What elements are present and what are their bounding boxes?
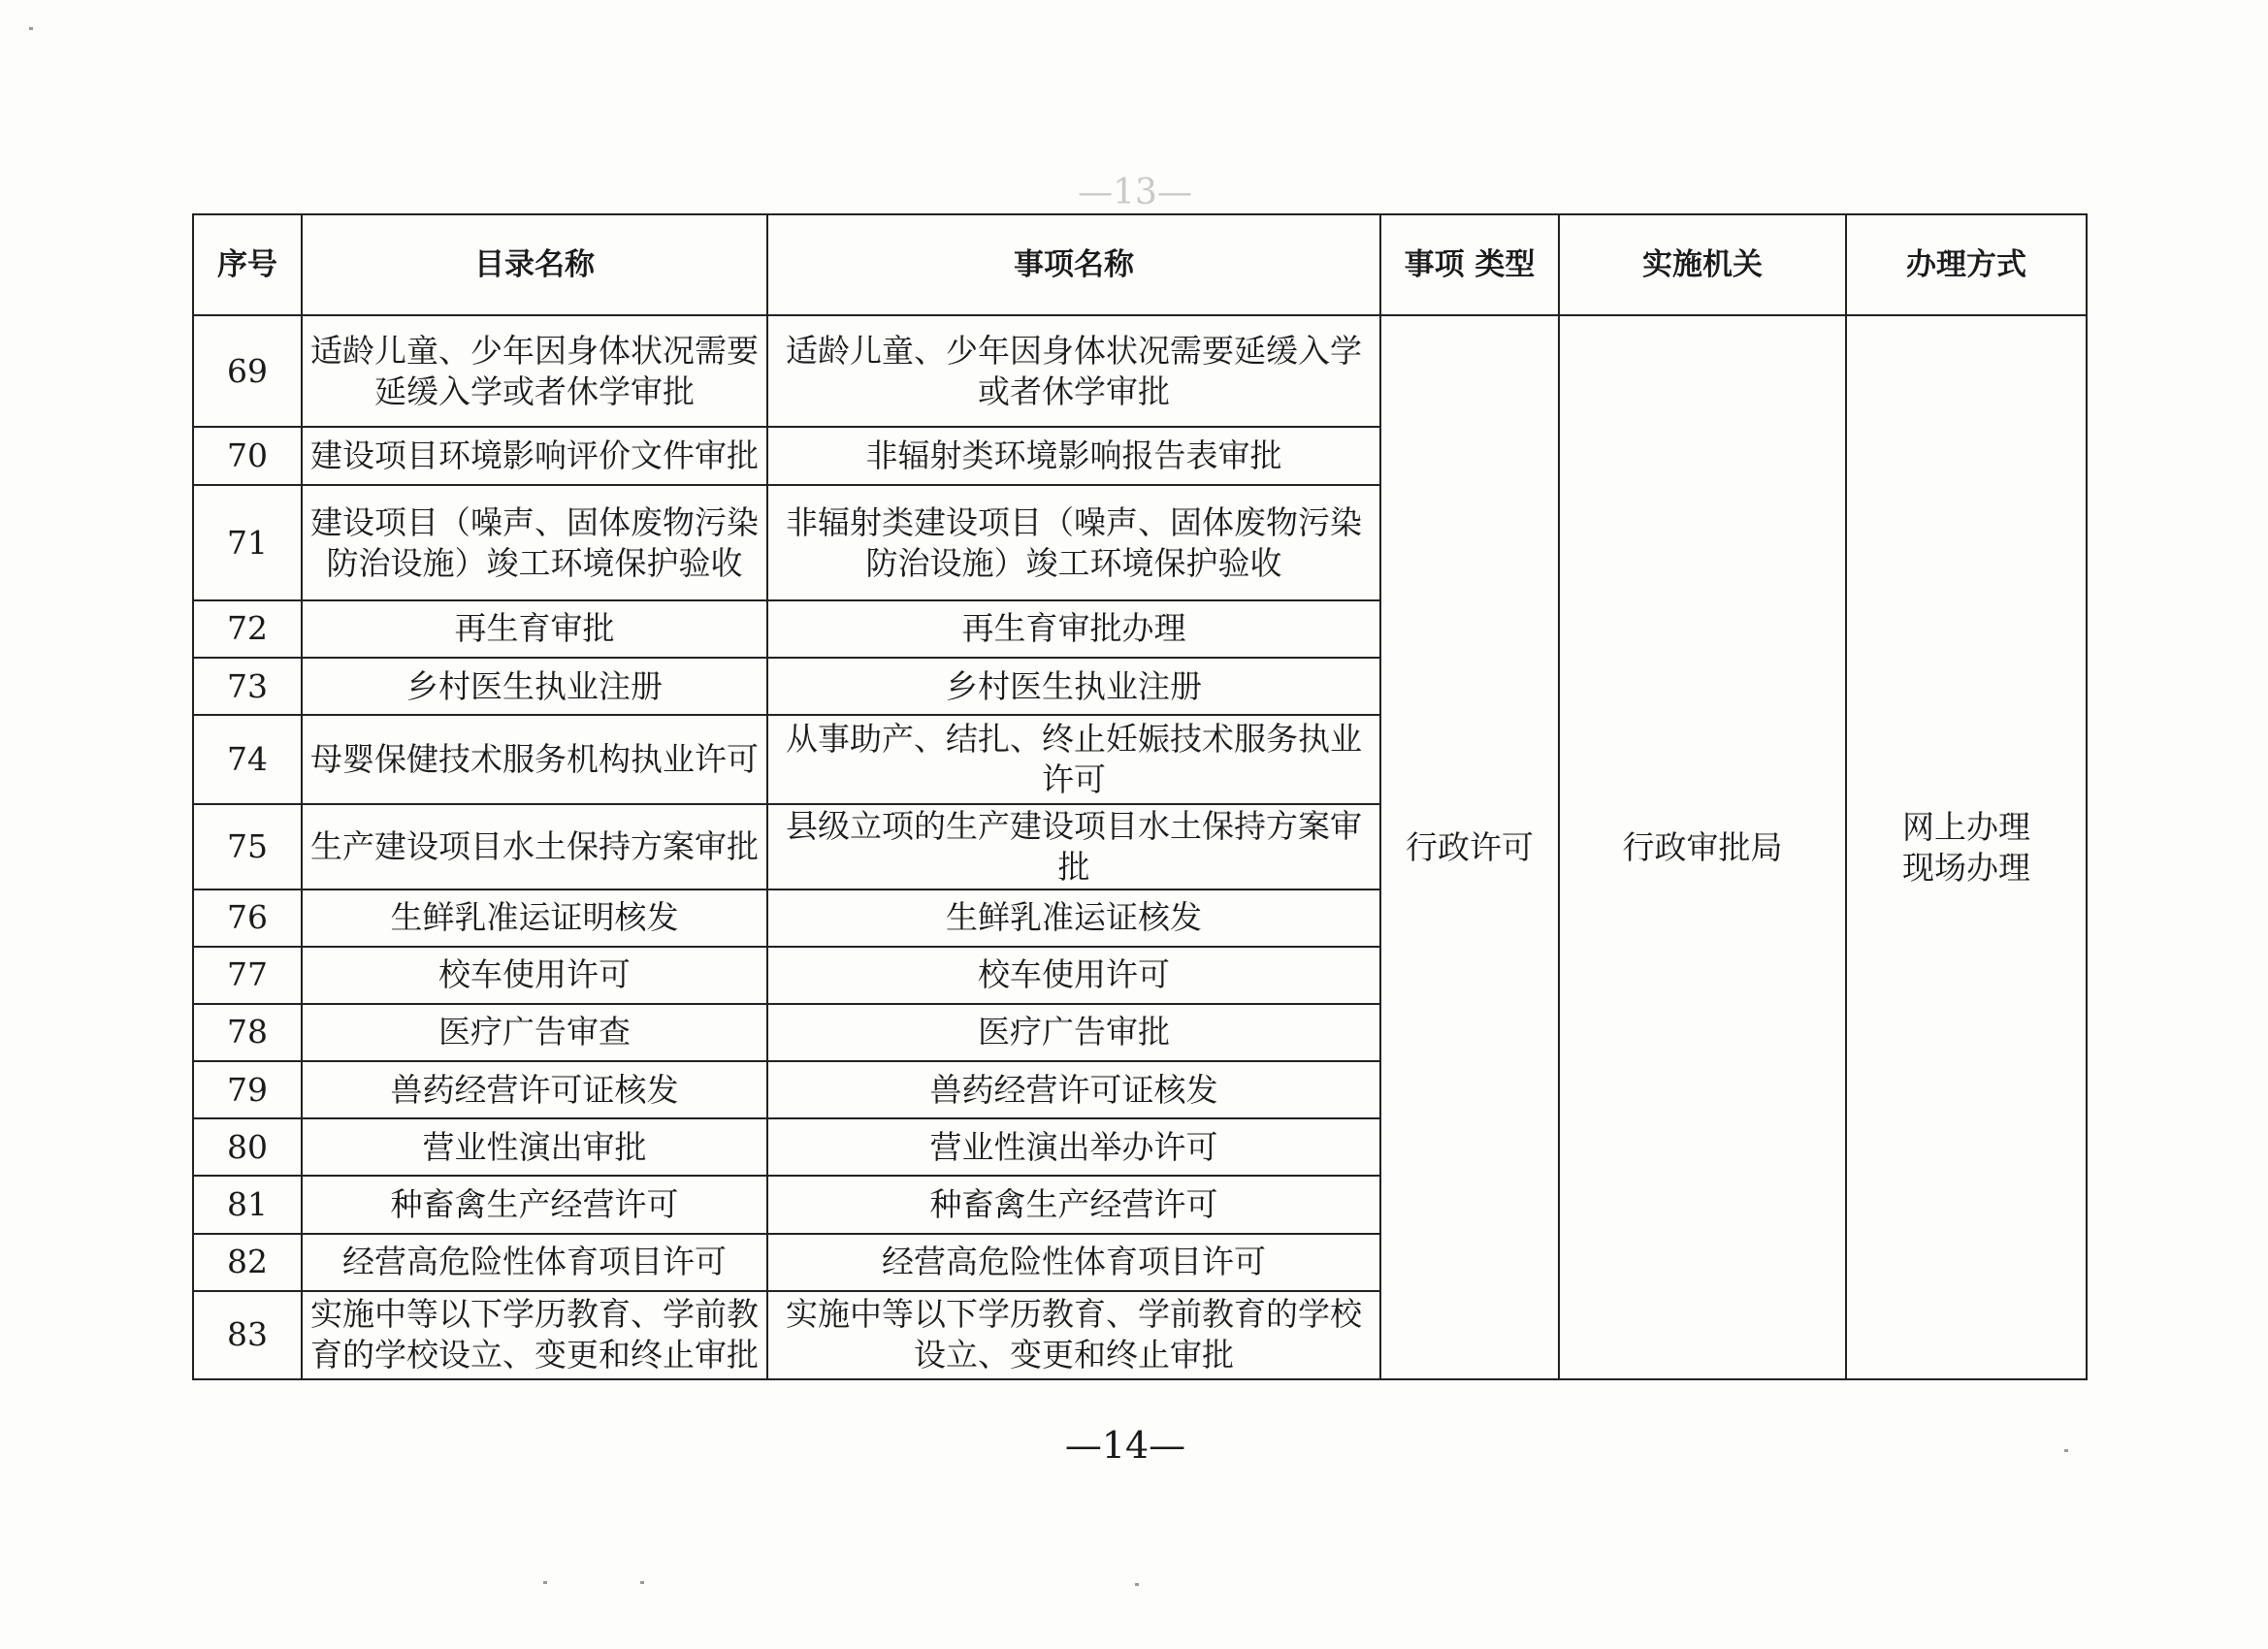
- table-header-row: [193, 214, 2087, 315]
- catalog-cell: 营业性演出审批: [302, 1118, 767, 1176]
- approval-items-table: [192, 213, 2088, 1380]
- serial-cell: 74: [193, 715, 302, 804]
- serial-cell: 79: [193, 1061, 302, 1118]
- serial-cell: 83: [193, 1291, 302, 1379]
- method-onsite: 现场办理: [1902, 848, 2030, 887]
- serial-cell: 71: [193, 485, 302, 599]
- serial-cell: 76: [193, 889, 302, 947]
- serial-cell: 81: [193, 1176, 302, 1233]
- header-agency: 实施机关: [1559, 214, 1846, 315]
- bleed-through-page-number: —13—: [1078, 173, 1192, 212]
- catalog-cell: 校车使用许可: [302, 947, 767, 1004]
- scan-speck: [543, 1581, 547, 1584]
- catalog-cell: 乡村医生执业注册: [302, 658, 767, 715]
- serial-cell: 80: [193, 1118, 302, 1176]
- scan-speck: [640, 1581, 644, 1584]
- item-cell: 县级立项的生产建设项目水土保持方案审批: [767, 804, 1380, 889]
- scan-speck: [29, 27, 33, 30]
- serial-cell: 77: [193, 947, 302, 1004]
- item-cell: 医疗广告审批: [767, 1004, 1380, 1061]
- page-number: —14—: [1064, 1424, 1186, 1467]
- item-cell: 校车使用许可: [767, 947, 1380, 1004]
- item-cell: 营业性演出举办许可: [767, 1118, 1380, 1176]
- agency-cell: 行政审批局: [1559, 315, 1846, 1379]
- catalog-cell: 再生育审批: [302, 600, 767, 658]
- header-item-name: 事项名称: [767, 214, 1380, 315]
- catalog-cell: 实施中等以下学历教育、学前教育的学校设立、变更和终止审批: [302, 1291, 767, 1379]
- header-catalog-name: 目录名称: [302, 214, 767, 315]
- item-cell: 经营高危险性体育项目许可: [767, 1234, 1380, 1291]
- catalog-cell: 经营高危险性体育项目许可: [302, 1234, 767, 1291]
- serial-cell: 78: [193, 1004, 302, 1061]
- catalog-cell: 兽药经营许可证核发: [302, 1061, 767, 1118]
- method-cell: [1846, 315, 2087, 1379]
- item-cell: 兽药经营许可证核发: [767, 1061, 1380, 1118]
- serial-cell: 75: [193, 804, 302, 889]
- item-cell: 再生育审批办理: [767, 600, 1380, 658]
- serial-cell: 69: [193, 315, 302, 427]
- catalog-cell: 医疗广告审查: [302, 1004, 767, 1061]
- serial-cell: 72: [193, 600, 302, 658]
- method-online: 网上办理: [1902, 807, 2030, 846]
- header-serial: 序号: [193, 214, 302, 315]
- catalog-cell: 生鲜乳准运证明核发: [302, 889, 767, 947]
- item-cell: 种畜禽生产经营许可: [767, 1176, 1380, 1233]
- serial-cell: 70: [193, 427, 302, 485]
- catalog-cell: 建设项目（噪声、固体废物污染防治设施）竣工环境保护验收: [302, 485, 767, 599]
- header-method: 办理方式: [1846, 214, 2087, 315]
- item-cell: 生鲜乳准运证核发: [767, 889, 1380, 947]
- scan-speck: [2064, 1449, 2068, 1452]
- item-cell: 非辐射类环境影响报告表审批: [767, 427, 1380, 485]
- item-type-cell: 行政许可: [1380, 315, 1559, 1379]
- header-item-type: 事项 类型: [1380, 214, 1559, 315]
- serial-cell: 82: [193, 1234, 302, 1291]
- catalog-cell: 种畜禽生产经营许可: [302, 1176, 767, 1233]
- table-row: [193, 315, 2087, 427]
- catalog-cell: 建设项目环境影响评价文件审批: [302, 427, 767, 485]
- item-cell: 实施中等以下学历教育、学前教育的学校设立、变更和终止审批: [767, 1291, 1380, 1379]
- catalog-cell: 生产建设项目水土保持方案审批: [302, 804, 767, 889]
- item-cell: 从事助产、结扎、终止妊娠技术服务执业许可: [767, 715, 1380, 804]
- catalog-cell: 母婴保健技术服务机构执业许可: [302, 715, 767, 804]
- item-cell: 非辐射类建设项目（噪声、固体废物污染防治设施）竣工环境保护验收: [767, 485, 1380, 599]
- item-cell: 适龄儿童、少年因身体状况需要延缓入学或者休学审批: [767, 315, 1380, 427]
- scan-speck: [1135, 1583, 1139, 1586]
- item-cell: 乡村医生执业注册: [767, 658, 1380, 715]
- catalog-cell: 适龄儿童、少年因身体状况需要延缓入学或者休学审批: [302, 315, 767, 427]
- serial-cell: 73: [193, 658, 302, 715]
